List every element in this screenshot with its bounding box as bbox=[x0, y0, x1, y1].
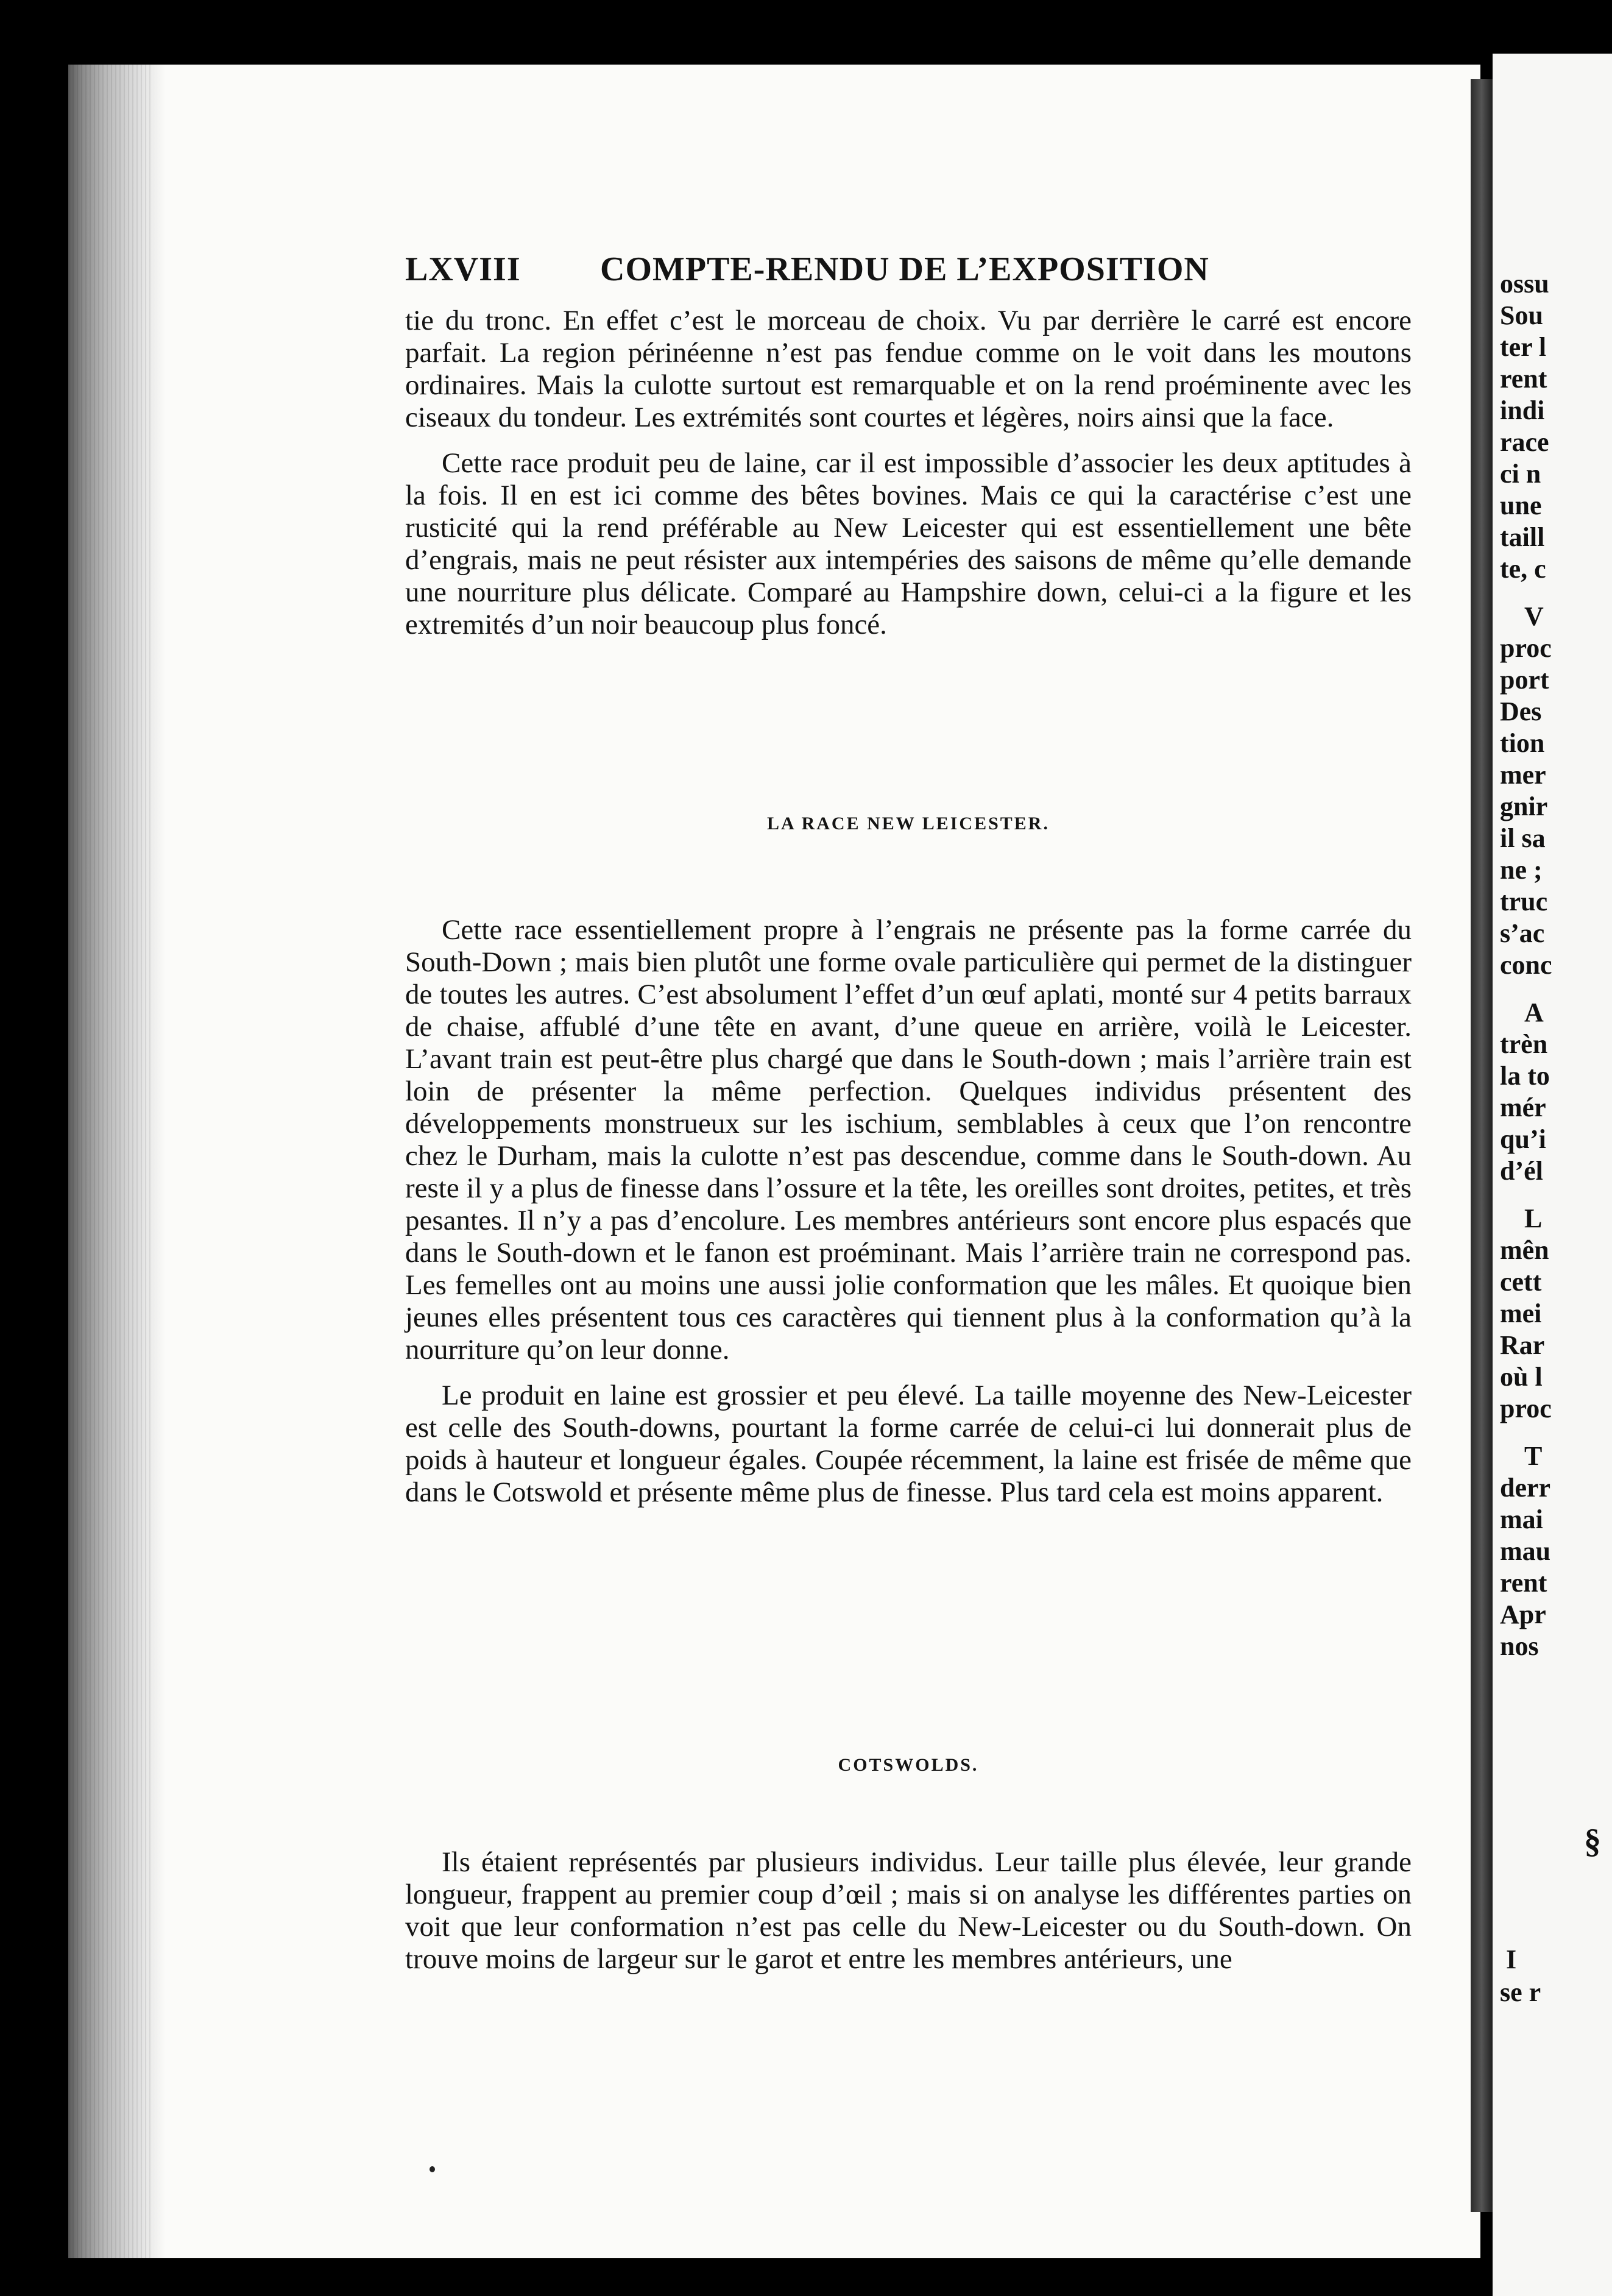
facing-page-line: mên bbox=[1500, 1235, 1549, 1265]
facing-page-line: Apr bbox=[1500, 1600, 1546, 1629]
facing-page-line: proc bbox=[1500, 1394, 1552, 1423]
facing-page-line: taill bbox=[1500, 522, 1545, 552]
facing-page-line: s’ac bbox=[1500, 918, 1545, 948]
facing-page-line: se r bbox=[1500, 1977, 1541, 2007]
cotswolds-section bbox=[405, 1846, 1412, 1975]
facing-page-line: proc bbox=[1500, 633, 1552, 663]
running-title: COMPTE-RENDU DE L’EXPOSITION bbox=[600, 250, 1209, 288]
page-number: LXVIII bbox=[405, 250, 521, 288]
facing-page-line: une bbox=[1500, 491, 1542, 520]
facing-page-line: conc bbox=[1500, 950, 1552, 980]
facing-page-line: mer bbox=[1500, 760, 1546, 790]
facing-page-line: où l bbox=[1500, 1362, 1543, 1392]
facing-page-line: ne ; bbox=[1500, 855, 1543, 885]
facing-page-line: tion bbox=[1500, 728, 1545, 758]
gutter-texture bbox=[68, 65, 154, 2258]
facing-page-line: rent bbox=[1500, 364, 1547, 394]
facing-page-line: nos bbox=[1500, 1631, 1539, 1661]
facing-page-line: race bbox=[1500, 427, 1549, 457]
facing-page-line: indi bbox=[1500, 395, 1545, 425]
facing-page-line: A bbox=[1524, 997, 1544, 1027]
facing-page-line: truc bbox=[1500, 887, 1548, 916]
facing-page-line: cett bbox=[1500, 1267, 1542, 1297]
facing-page-line: trèn bbox=[1500, 1029, 1548, 1059]
paragraph: tie du tronc. En effet c’est le morceau de choix. Vu par derrière le carré est encore parfait. La region périnéenne n’est pas fendue comme on le voit dans les moutons ordinaires. Mais la culotte surtout est remarquable et on la rend proéminente avec les ciseaux du tondeur. Les extrémités sont courtes et légères, noirs ainsi que la face. bbox=[405, 305, 1412, 433]
facing-page-line: d’él bbox=[1500, 1156, 1543, 1186]
paragraph: Cette race produit peu de laine, car il est impossible d’associer les deux aptitudes à la fois. Il en est ici comme des bêtes bovines. Mais ce qui la caractérise c’est une rusticité qui la rend préférable au New Leicester qui est essentiellement une bête d’engrais, mais ne peut résister aux intempéries des saisons de même qu’elle demande une nourriture plus délicate. Comparé au Hampshire down, celui-ci a la figure et les extremités d’un noir beaucoup plus foncé. bbox=[405, 447, 1412, 640]
print-speck bbox=[430, 2166, 435, 2172]
binding-edge bbox=[1471, 79, 1493, 2212]
facing-page-line: port bbox=[1500, 665, 1549, 695]
intro-section bbox=[405, 305, 1412, 641]
facing-page-line: Des bbox=[1500, 696, 1542, 726]
running-head bbox=[405, 250, 1215, 292]
facing-page-line: ci n bbox=[1500, 459, 1541, 489]
paragraph: Ils étaient représentés par plusieurs individus. Leur taille plus élevée, leur grande longueur, frappent au premier coup d’œil ; mais si on analyse les différentes parties on voit que leur conformation n’est pas celle du New-Leicester ou du South-down. On trouve moins de largeur sur le garot et entre les membres antérieurs, une bbox=[405, 1846, 1412, 1975]
paragraph: Cette race essentiellement propre à l’engrais ne présente pas la forme carrée du South-Down ; mais bien plutôt une forme ovale particulière qui permet de la distinguer de toutes les autres. C’est absolument l’effet d’un œuf aplati, monté sur 4 petits barraux de chaise, affublé d’une tête en avant, d’une queue en arrière, voilà le Leicester. L’avant train est peut-être plus chargé que dans le South-down ; mais l’arrière train est loin de présenter la même perfection. Quelques individus présentent des développements monstrueux sur les ischium, semblables à ceux que l’on rencontre chez le Durham, mais la culotte n’est pas descendue, comme dans le South-down. Au reste il y a plus de finesse dans l’ossure et la tête, les oreilles sont droites, petites, et très pesantes. Il n’y a pas d’encolure. Les membres antérieurs sont encore plus espacés que dans le South-down et le fanon est proéminant. Mais l’arrière train ne correspond pas. Les femelles ont au moins une aussi jolie conformation que les mâles. Et quoique bien jeunes elles présentent tous ces caractères qui tiennent plus à la conformation qu’à la nourriture qu’on leur donne. bbox=[405, 914, 1412, 1366]
section-heading: COTSWOLDS. bbox=[838, 1755, 979, 1775]
facing-page-line: § bbox=[1584, 1823, 1601, 1860]
facing-page bbox=[1493, 54, 1612, 2296]
facing-page-line: te, c bbox=[1500, 554, 1546, 584]
section-heading: LA RACE NEW LEICESTER. bbox=[767, 813, 1050, 834]
facing-page-line: mei bbox=[1500, 1299, 1542, 1328]
facing-page-line: la to bbox=[1500, 1061, 1550, 1091]
facing-page-line: I bbox=[1506, 1944, 1517, 1974]
facing-page-line: il sa bbox=[1500, 823, 1546, 853]
facing-page-line: mér bbox=[1500, 1093, 1546, 1122]
facing-page-line: ter l bbox=[1500, 332, 1547, 362]
facing-page-line: derr bbox=[1500, 1473, 1551, 1503]
facing-page-line: mai bbox=[1500, 1504, 1543, 1534]
facing-page-line: Sou bbox=[1500, 300, 1543, 330]
facing-page-line: gnir bbox=[1500, 792, 1548, 821]
facing-page-line: T bbox=[1524, 1441, 1543, 1471]
facing-page-line: V bbox=[1524, 601, 1544, 631]
facing-page-line: L bbox=[1524, 1203, 1543, 1233]
paragraph: Le produit en laine est grossier et peu élevé. La taille moyenne des New-Leicester est celle des South-downs, pourtant la forme carrée de celui-ci lui donnerait plus de poids à hauteur et longueur égales. Coupée récemment, la laine est frisée de même que dans le Cotswold et présente même plus de finesse. Plus tard cela est moins apparent. bbox=[405, 1380, 1412, 1508]
facing-page-line: mau bbox=[1500, 1536, 1551, 1566]
new-leicester-section bbox=[405, 914, 1412, 1509]
facing-page-line: Rar bbox=[1500, 1330, 1545, 1360]
facing-page-line: qu’i bbox=[1500, 1124, 1546, 1154]
facing-page-line: ossu bbox=[1500, 269, 1549, 299]
facing-page-line: rent bbox=[1500, 1568, 1547, 1598]
